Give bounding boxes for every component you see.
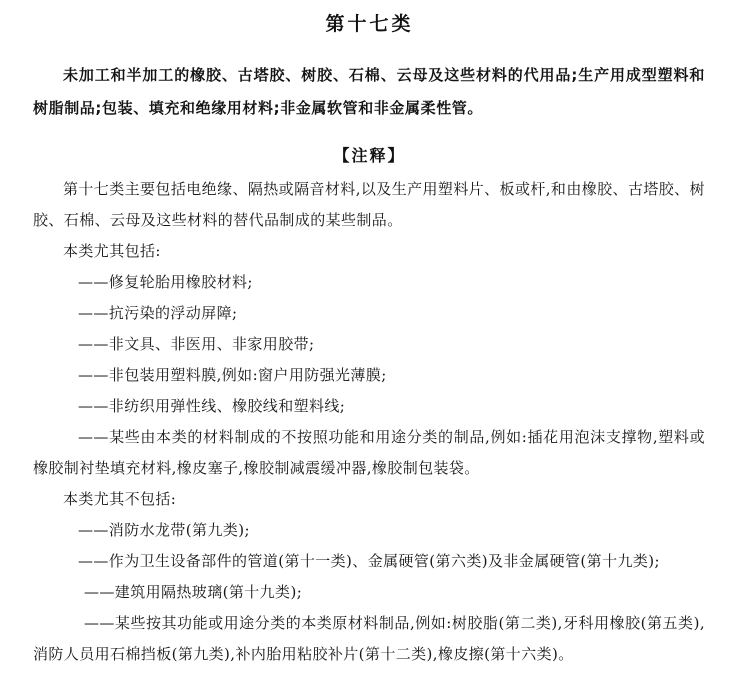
includes-label: 本类尤其包括: [63,242,161,260]
excludes-item: ——建筑用隔热玻璃(第十九类); [84,583,303,601]
includes-item: ——某些由本类的材料制成的不按照功能和用途分类的制品,例如:插花用泡沫支撑物,塑料或橡胶制衬垫填充材料,橡皮塞子,橡胶制减震缓冲器,橡胶制包装袋。 [33,428,705,477]
includes-item: ——非纺织用弹性线、橡胶线和塑料线; [78,397,346,415]
excludes-item: ——作为卫生设备部件的管道(第十一类)、金属硬管(第六类)及非金属硬管(第十九类); [78,552,660,570]
includes-item: ——抗污染的浮动屏障; [78,304,238,322]
note-intro-paragraph: 第十七类主要包括电绝缘、隔热或隔音材料,以及生产用塑料片、板或杆,和由橡胶、古塔胶、树胶、石棉、云母及这些材料的替代品制成的某些制品。 [33,180,705,229]
excludes-item: ——消防水龙带(第九类); [78,521,250,539]
includes-item: ——非文具、非医用、非家用胶带; [78,335,315,353]
note-section-heading: 【注释】 [333,146,406,165]
class-scope-paragraph [33,59,705,125]
page-title: 第十七类 [325,13,414,35]
lead-paragraph-text: 未加工和半加工的橡胶、古塔胶、树胶、石棉、云母及这些材料的代用品;生产用成型塑料和树脂制品;包装、填充和绝缘用材料;非金属软管和非金属柔性管。 [33,66,705,117]
note-body [33,174,705,670]
includes-item: ——修复轮胎用橡胶材料; [78,273,253,291]
excludes-item: ——某些按其功能或用途分类的本类原材料制品,例如:树胶脂(第二类),牙科用橡胶(第五类),消防人员用石棉挡板(第九类),补内胎用粘胶补片(第十二类),橡皮擦(第十六类)。 [33,614,705,663]
excludes-label: 本类尤其不包括: [63,490,177,508]
includes-item: ——非包装用塑料膜,例如:窗户用防强光薄膜; [78,366,387,384]
